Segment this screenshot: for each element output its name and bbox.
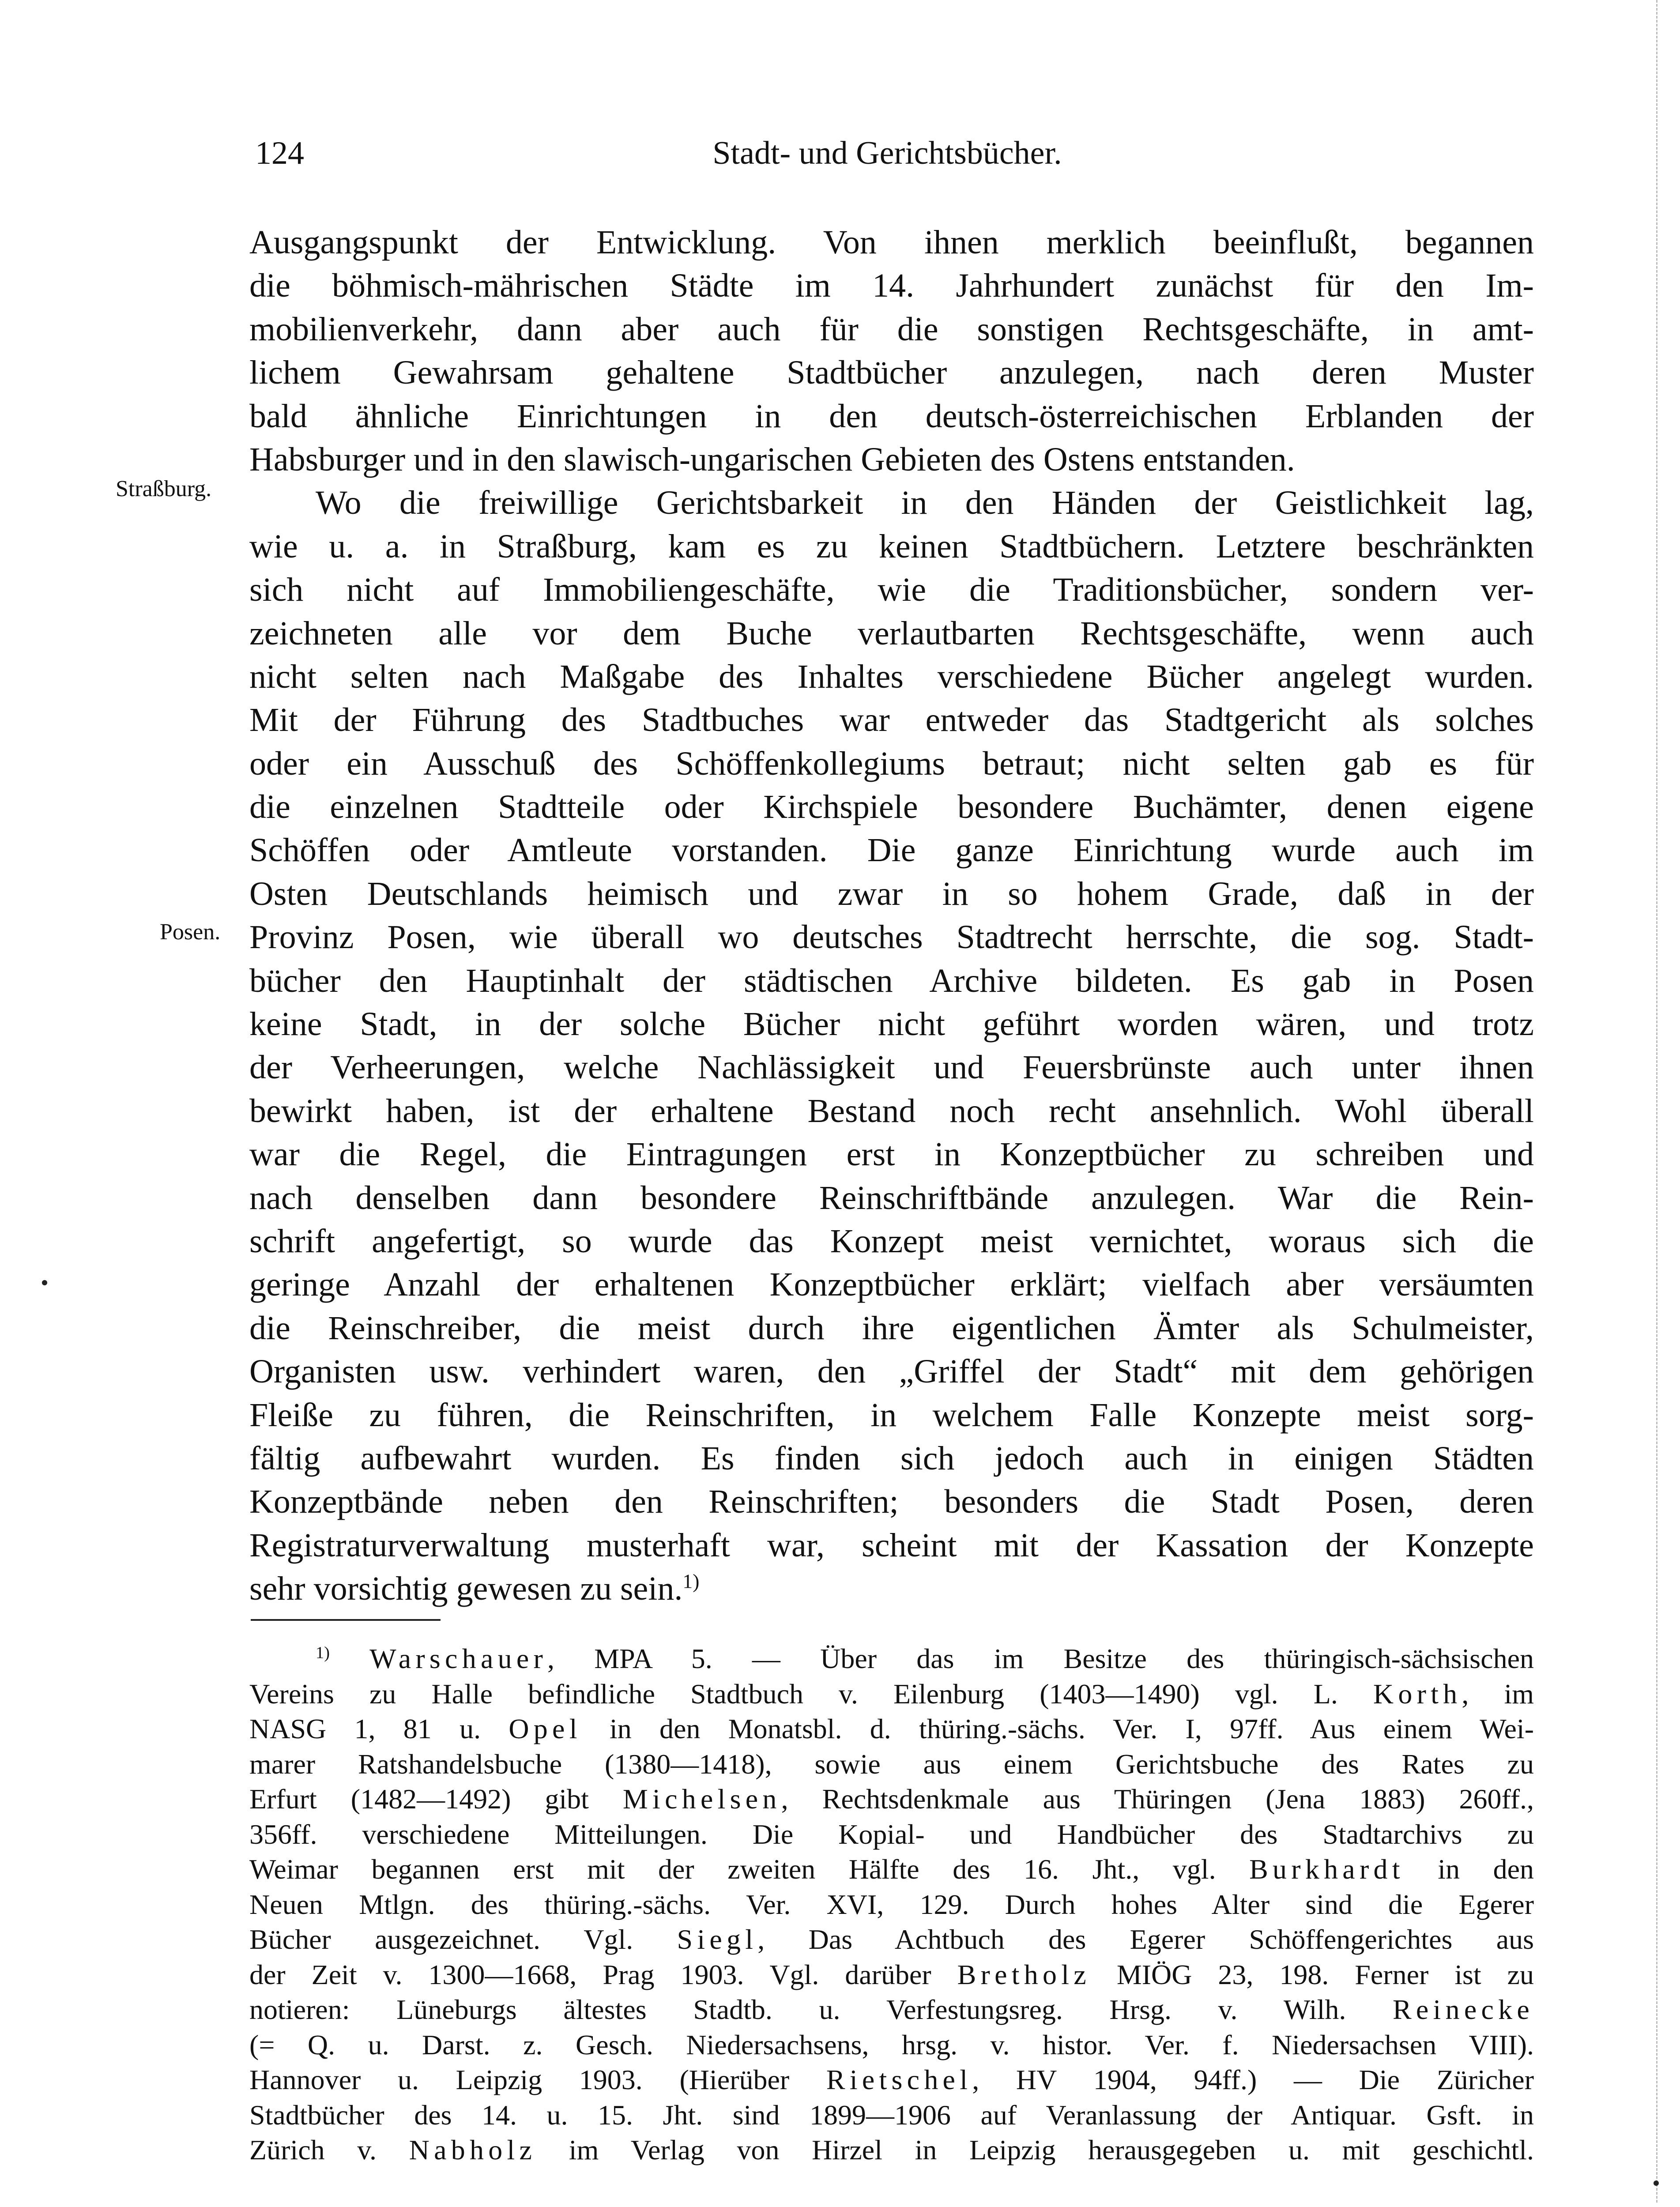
footnote-text: , Rechtsdenkmale aus Thüringen (Jena 1883) 260ff., [781,1783,1534,1815]
author-name: Korth [1373,1678,1462,1710]
footnote-text: (= Q. u. Darst. z. Gesch. Niedersachsens, hrsg. v. histor. Ver. f. Niedersachsen VIII). [249,2029,1534,2060]
footnote-line [249,2098,1534,2133]
text-line [249,1089,1534,1133]
text-line-content: Osten Deutschlands heimisch und zwar in so hohem Grade, daß in der [249,875,1534,912]
footnote-line [249,1992,1534,2027]
footnote-line [249,1747,1534,1782]
footnote-line [249,1676,1534,1712]
text-line-content: oder ein Ausschuß des Schöffenkollegiums betraut; nicht selten gab es für [249,745,1534,782]
footnote-text: notieren: Lüneburgs ältestes Stadtb. u. Verfestungsreg. Hrsg. v. Wilh. [249,1994,1393,2025]
scan-speck [42,1280,47,1285]
text-line [249,785,1534,829]
text-line-content: bald ähnliche Einrichtungen in den deutsch-österreichischen Erblanden der [249,397,1534,435]
text-line-content: die Reinschreiber, die meist durch ihre eigentlichen Ämter als Schulmeister, [249,1309,1534,1347]
footnote-text: MIÖG 23, 198. Ferner ist zu [1090,1958,1534,1990]
text-line [249,872,1534,915]
footnote-text: im Verlag von Hirzel in Leipzig herausgegeben u. mit geschichtl. [536,2134,1534,2166]
author-name: Michelsen [622,1783,781,1815]
author-name: Warschauer [369,1643,548,1674]
text-line-content: die einzelnen Stadtteile oder Kirchspiele besondere Buchämter, denen eigene [249,788,1534,826]
footnote-text: in den Monatsbl. d. thüring.-sächs. Ver. I, 97ff. Aus einem Wei- [581,1713,1534,1744]
footnote-line [249,1817,1534,1852]
footnote-line [249,1922,1534,1957]
scan-edge-line [1656,0,1657,2203]
text-line-content: nach denselben dann besondere Reinschriftbände anzulegen. War die Rein- [249,1179,1534,1216]
text-line [249,1002,1534,1046]
footnote-line [249,1852,1534,1887]
text-line [249,1176,1534,1220]
text-line-content: mobilienverkehr, dann aber auch für die sonstigen Rechtsgeschäfte, in amt- [249,310,1534,348]
text-line-content: die böhmisch-mährischen Städte im 14. Jahrhundert zunächst für den Im- [249,267,1534,305]
author-name: Nabholz [409,2134,537,2166]
text-line-content: Organisten usw. verhindert waren, den „Griffel der Stadt“ mit dem gehörigen [249,1353,1534,1390]
author-name: Opel [509,1713,582,1744]
footnote-text: , Das Achtbuch des Egerer Schöffengerichtes aus [757,1924,1534,1955]
text-line-content: wie u. a. in Straßburg, kam es zu keinen Stadtbüchern. Letztere beschränkten [249,527,1534,565]
footnote-text: , im [1462,1678,1534,1710]
footnote-rule [251,1619,441,1621]
text-line-content: zeichneten alle vor dem Buche verlautbarten Rechtsgeschäfte, wenn auch [249,614,1534,652]
text-line [249,1437,1534,1480]
footnote-text: marer Ratshandelsbuche (1380—1418), sowie aus einem Gerichtsbuche des Rates zu [249,1748,1534,1780]
text-line [249,1133,1534,1176]
running-title: Stadt- und Gerichtsbücher. [712,135,1062,171]
footnote-text [330,1643,369,1674]
author-name: Bretholz [957,1958,1091,1990]
footnote-line [249,2027,1534,2063]
text-line [249,1046,1534,1089]
text-line [249,438,1534,481]
margin-note-strassburg: Straßburg. [116,476,212,501]
footnote-text: NASG 1, 81 u. [249,1713,509,1744]
footnote-text: Neuen Mtlgn. des thüring.-sächs. Ver. XVI, 129. Durch hohes Alter sind die Egerer [249,1888,1534,1920]
text-line-content: Wo die freiwillige Gerichtsbarkeit in den Händen der Geistlichkeit lag, [316,484,1534,522]
text-line-content: bewirkt haben, ist der erhaltene Bestand noch recht ansehnlich. Wohl überall [249,1092,1534,1130]
text-line [249,698,1534,742]
footnote-line [249,2132,1534,2168]
footnote-text: Stadtbücher des 14. u. 15. Jht. sind 1899—1906 auf Veranlassung der Antiquar. Gsft. in [249,2099,1534,2131]
footnote-text: Vereins zu Halle befindliche Stadtbuch v. Eilenburg (1403—1490) vgl. L. [249,1678,1373,1710]
footnotes [249,1641,1534,2168]
text-line [249,655,1534,698]
text-line-content: keine Stadt, in der solche Bücher nicht geführt worden wären, und trotz [249,1006,1534,1043]
author-name: Rietschel [826,2064,972,2095]
text-line-content: war die Regel, die Eintragungen erst in Konzeptbücher zu schreiben und [249,1136,1534,1173]
text-line [249,1263,1534,1306]
text-line [249,1524,1534,1567]
text-line [249,221,1534,264]
footnote-text: Hannover u. Leipzig 1903. (Hierüber [249,2064,826,2095]
text-line-content: Habsburger und in den slawisch-ungarischen Gebieten des Ostens entstanden. [249,441,1295,478]
text-line [249,1480,1534,1523]
text-line-content: Provinz Posen, wie überall wo deutsches Stadtrecht herrschte, die sog. Stadt- [249,919,1534,956]
footnote-text: in den [1404,1853,1534,1885]
text-line [249,915,1534,959]
text-line-content: der Verheerungen, welche Nachlässigkeit und Feuersbrünste auch unter ihnen [249,1049,1534,1086]
text-line [249,829,1534,872]
author-name: Burkhardt [1249,1853,1405,1885]
scan-speck [1654,2181,1659,2186]
footnote-number: 1) [316,1643,330,1662]
text-line [249,481,1534,524]
text-line [249,1307,1534,1350]
text-line-content: lichem Gewahrsam gehaltene Stadtbücher anzulegen, nach deren Muster [249,354,1534,392]
footnote-text: , HV 1904, 94ff.) — Die Züricher [972,2064,1534,2095]
footnote-line [249,1641,1534,1676]
footnote-line [249,2062,1534,2098]
text-line [249,351,1534,394]
text-line-content: sich nicht auf Immobiliengeschäfte, wie die Traditionsbücher, sondern ver- [249,571,1534,609]
footnote-line [249,1887,1534,1922]
text-line-content: Mit der Führung des Stadtbuches war entweder das Stadtgericht als solches [249,701,1534,739]
text-line [249,959,1534,1002]
text-line-content: schrift angefertigt, so wurde das Konzept meist vernichtet, woraus sich die [249,1222,1534,1260]
text-line-content: Konzeptbände neben den Reinschriften; besonders die Stadt Posen, deren [249,1483,1534,1521]
footnote-reference: 1) [682,1570,700,1593]
text-line-content: Schöffen oder Amtleute vorstanden. Die ganze Einrichtung wurde auch im [249,832,1534,869]
footnote-line [249,1711,1534,1747]
text-line [249,525,1534,568]
text-line-content: Ausgangspunkt der Entwicklung. Von ihnen merklich beeinflußt, begannen [249,224,1534,261]
footnote-text: der Zeit v. 1300—1668, Prag 1903. Vgl. darüber [249,1958,957,1990]
footnote-line [249,1957,1534,1992]
text-line [249,1393,1534,1437]
margin-note-posen: Posen. [160,919,221,945]
text-line-content: Fleiße zu führen, die Reinschriften, in welchem Falle Konzepte meist sorg- [249,1396,1534,1434]
text-line [249,568,1534,611]
text-line-content: sehr vorsichtig gewesen zu sein. [249,1570,683,1608]
text-line [249,1567,1534,1610]
text-line [249,612,1534,655]
text-line-content: bücher den Hauptinhalt der städtischen Archive bildeten. Es gab in Posen [249,962,1534,999]
text-line-content: nicht selten nach Maßgabe des Inhaltes verschiedene Bücher angelegt wurden. [249,658,1534,695]
author-name: Siegl [677,1924,758,1955]
text-line-content: geringe Anzahl der erhaltenen Konzeptbücher erklärt; vielfach aber versäumten [249,1266,1534,1303]
text-line [249,742,1534,785]
footnote-text: , MPA 5. — Über das im Besitze des thüringisch-sächsischen [547,1643,1534,1674]
footnote-text: Bücher ausgezeichnet. Vgl. [249,1924,677,1955]
author-name: Reinecke [1392,1994,1534,2025]
page-number: 124 [255,135,304,171]
body-text [249,221,1534,1611]
footnote-text: 356ff. verschiedene Mitteilungen. Die Kopial- und Handbücher des Stadtarchivs zu [249,1818,1534,1850]
text-line [249,308,1534,351]
footnote-text: Zürich v. [249,2134,409,2166]
footnote-line [249,1781,1534,1817]
text-line [249,395,1534,438]
text-line [249,1350,1534,1393]
text-line-content: Registraturverwaltung musterhaft war, scheint mit der Kassation der Konzepte [249,1526,1534,1564]
text-line [249,264,1534,307]
footnote-text: Erfurt (1482—1492) gibt [249,1783,623,1815]
text-line-content: fältig aufbewahrt wurden. Es finden sich jedoch auch in einigen Städten [249,1439,1534,1477]
text-line [249,1220,1534,1263]
footnote-text: Weimar begannen erst mit der zweiten Hälfte des 16. Jht., vgl. [249,1853,1250,1885]
